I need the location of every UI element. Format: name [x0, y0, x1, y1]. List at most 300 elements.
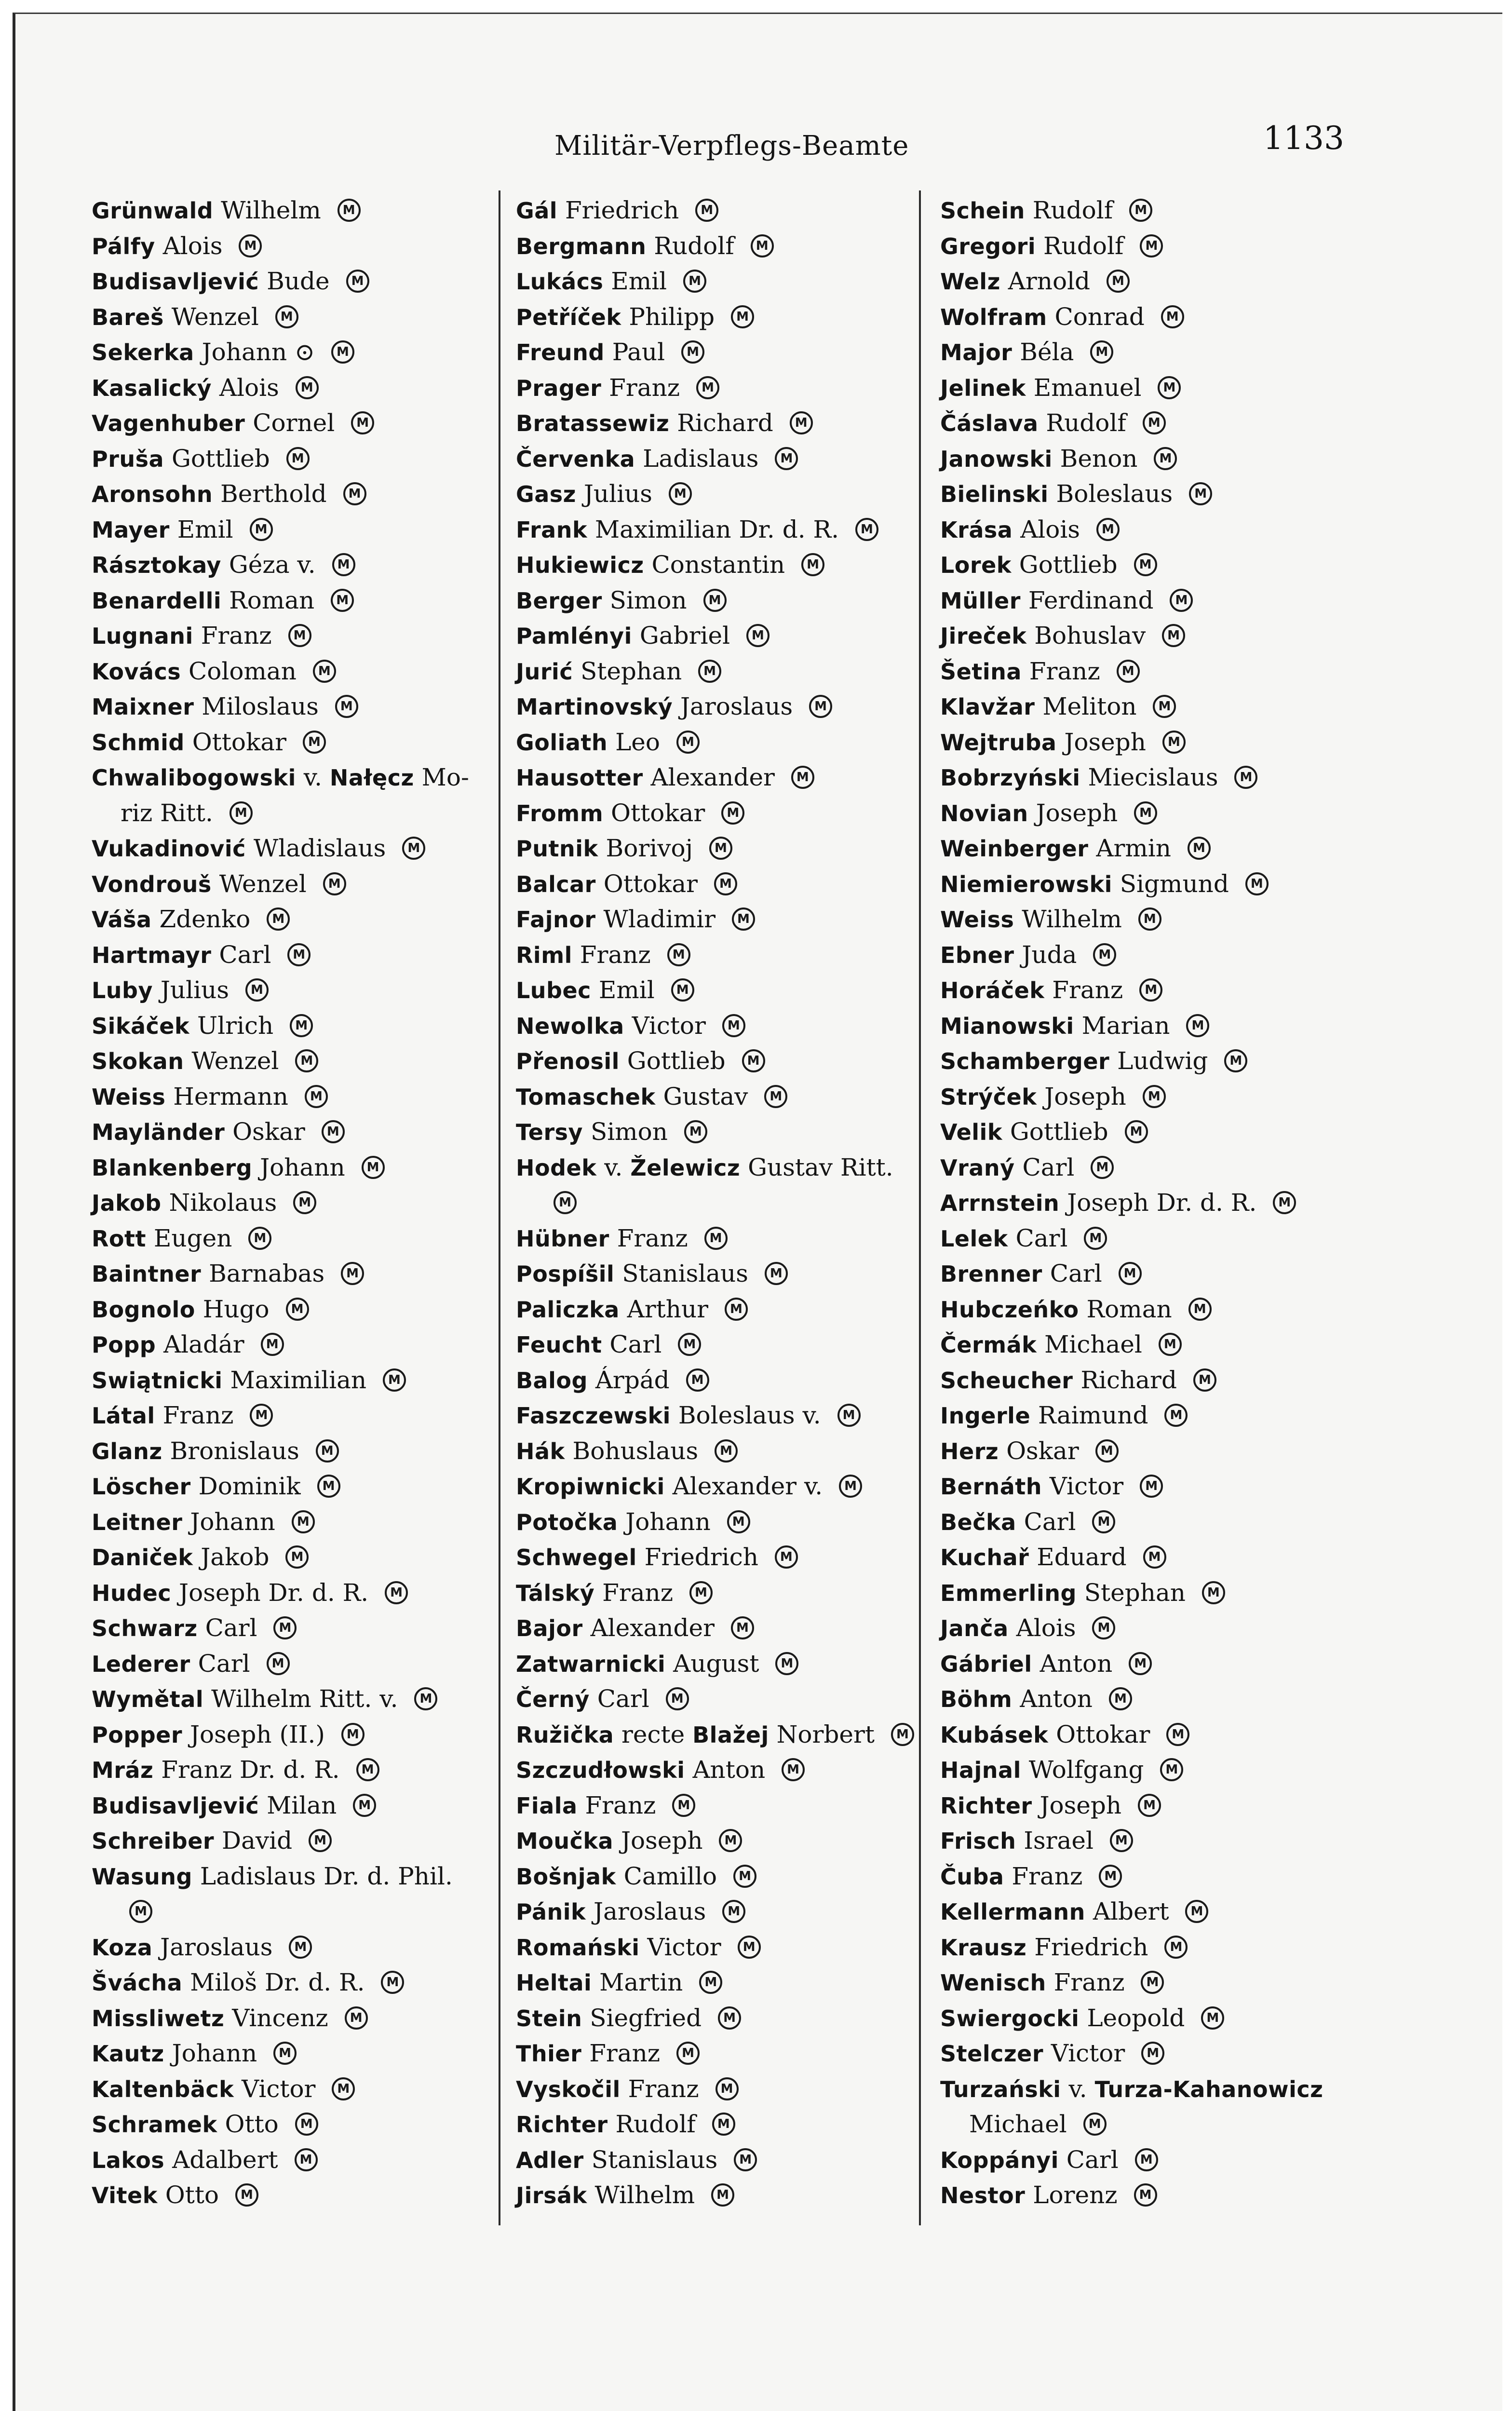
given-name: Dominik: [198, 1472, 301, 1500]
surname: Pamlényi: [516, 623, 632, 649]
m-badge-icon: M: [1125, 1120, 1148, 1143]
given-name: Bronislaus: [170, 1436, 299, 1465]
surname: Frank: [516, 516, 588, 543]
given-name: David: [222, 1827, 293, 1855]
name-entry: [516, 1752, 911, 1788]
m-badge-icon: M: [322, 1120, 345, 1143]
name-entry: [940, 689, 1403, 725]
name-entry: [516, 1540, 911, 1575]
given-name: Philipp: [629, 302, 715, 331]
name-entry: [940, 831, 1403, 867]
m-badge-icon: M: [292, 1510, 315, 1533]
given-name: Jaroslaus: [594, 1897, 706, 1925]
surname: Schreiber: [92, 1828, 215, 1854]
name-entry: [940, 547, 1403, 583]
surname: Pánik: [516, 1899, 586, 1925]
surname: Vukadinović: [92, 836, 246, 862]
surname: Rásztokay: [92, 552, 221, 578]
m-badge-icon: M: [1119, 1262, 1142, 1285]
surname: Fajnor: [516, 907, 596, 933]
surname: Feucht: [516, 1332, 602, 1358]
m-badge-icon: M: [722, 1900, 745, 1923]
given-name: Rudolf: [1032, 196, 1113, 224]
given-name: Wladimir: [603, 905, 716, 933]
name-entry: [516, 476, 911, 512]
name-entry: [516, 1079, 911, 1115]
given-name: Simon: [609, 586, 687, 614]
surname: Mráz: [92, 1757, 154, 1783]
given-name: Lorenz: [1033, 2181, 1118, 2209]
m-badge-icon: M: [1185, 1900, 1208, 1923]
name-entry: [516, 867, 911, 902]
m-badge-icon: M: [250, 1404, 273, 1427]
m-badge-icon: M: [714, 872, 737, 895]
m-badge-icon: M: [273, 1616, 297, 1639]
surname: Kropiwnicki: [516, 1474, 665, 1500]
name-entry: [92, 2178, 492, 2213]
name-entry: [516, 1788, 911, 1824]
surname: Gregori: [940, 233, 1036, 259]
surname: Niemierowski: [940, 871, 1112, 897]
name-entry: [940, 229, 1403, 264]
given-name: Gottlieb: [171, 444, 270, 473]
surname: Moučka: [516, 1828, 614, 1854]
surname: Blankenberg: [92, 1154, 253, 1181]
m-badge-icon: M: [746, 624, 770, 647]
name-entry: [940, 1043, 1403, 1079]
surname: Lugnani: [92, 623, 193, 649]
name-entry: [516, 2001, 911, 2036]
surname: Velik: [940, 1119, 1002, 1145]
name-entry: [92, 1043, 492, 1079]
m-badge-icon: M: [341, 1723, 364, 1746]
name-entry: [92, 1434, 492, 1469]
given-name: Leopold: [1087, 2004, 1185, 2032]
surname: Weiss: [92, 1084, 166, 1110]
m-badge-icon: M: [351, 411, 374, 434]
m-badge-icon: M: [715, 1439, 738, 1463]
name-entry: [516, 299, 911, 335]
surname: Hudec: [92, 1580, 172, 1606]
m-badge-icon: M: [1154, 447, 1177, 470]
given-name: Otto: [225, 2110, 279, 2138]
surname: Váša: [92, 907, 152, 933]
m-badge-icon: M: [751, 234, 774, 257]
m-badge-icon: M: [1141, 2042, 1164, 2065]
surname: Lorek: [940, 552, 1012, 578]
given-name: Carl: [1015, 1224, 1068, 1252]
m-badge-icon: M: [1140, 234, 1163, 257]
m-badge-icon: M: [295, 1049, 318, 1072]
surname: Wenisch: [940, 1970, 1046, 1996]
m-badge-icon: M: [1138, 908, 1161, 931]
surname: Daniček: [92, 1544, 193, 1571]
m-badge-icon: M: [1166, 1723, 1189, 1746]
given-name: Arthur: [627, 1295, 709, 1323]
given-name: Cornel: [253, 409, 335, 437]
name-entry: [92, 1540, 492, 1575]
name-entry: [516, 1008, 911, 1044]
surname: Schwarz: [92, 1615, 198, 1641]
given-name: Leo: [615, 728, 660, 756]
m-badge-icon: M: [1162, 624, 1185, 647]
surname: Emmerling: [940, 1580, 1077, 1606]
surname: Vyskočil: [516, 2076, 621, 2102]
name-entry: [92, 1150, 492, 1186]
m-badge-icon: M: [1134, 2183, 1157, 2207]
surname: Kaltenbäck: [92, 2076, 234, 2102]
given-name: Johann: [260, 1153, 345, 1181]
surname: Strýček: [940, 1084, 1037, 1110]
given-name: Gottlieb: [1019, 551, 1118, 579]
m-badge-icon: M: [245, 978, 269, 1002]
given-name: Miecislaus: [1088, 763, 1218, 791]
given-name: Wenzel: [191, 1047, 279, 1075]
m-badge-icon: M: [267, 1652, 290, 1675]
name-entry: [516, 1398, 911, 1434]
given-name: Meliton: [1042, 692, 1137, 720]
surname: Brenner: [940, 1261, 1042, 1287]
surname: Hukiewicz: [516, 552, 644, 578]
m-badge-icon: M: [1135, 2148, 1158, 2171]
name-entry: [92, 193, 492, 229]
name-entry: [940, 2107, 1403, 2142]
surname-part: Turza-Kahanowicz: [1094, 2076, 1323, 2102]
given-name-part: Norbert: [776, 1720, 875, 1748]
name-entry: [940, 2178, 1403, 2213]
name-entry: [940, 2001, 1403, 2036]
given-name: Michael: [1044, 1330, 1142, 1358]
given-name: Victor: [632, 1011, 706, 1040]
surname: Turzański: [940, 2076, 1061, 2102]
surname: Novian: [940, 800, 1028, 826]
surname: Rott: [92, 1225, 147, 1252]
m-badge-icon: M: [855, 518, 878, 541]
surname: Popper: [92, 1721, 183, 1748]
given-name: Zdenko: [159, 905, 251, 933]
given-name: Bohuslaus: [572, 1436, 699, 1465]
given-name: Boleslaus v.: [678, 1401, 821, 1429]
given-name: Roman: [1086, 1295, 1172, 1323]
m-badge-icon: M: [293, 1191, 316, 1214]
given-name-part: Gustav Ritt.: [748, 1153, 893, 1181]
surname: Přenosil: [516, 1048, 620, 1074]
given-name: Eduard: [1037, 1543, 1127, 1571]
surname: Horáček: [940, 977, 1045, 1003]
given-name: Jaroslaus: [160, 1933, 273, 1961]
given-name: Hermann: [173, 1082, 288, 1111]
given-name: Franz: [201, 622, 272, 650]
m-badge-icon: M: [1083, 2113, 1107, 2136]
given-name: Carl: [219, 940, 271, 969]
m-badge-icon: M: [738, 1936, 761, 1959]
name-entry: [92, 299, 492, 335]
m-badge-icon: M: [719, 1829, 742, 1852]
m-badge-icon: M: [1107, 270, 1130, 293]
name-entry: [516, 193, 911, 229]
name-entry: [516, 1646, 911, 1682]
m-badge-icon: M: [1224, 1049, 1247, 1072]
given-name: Paul: [612, 338, 665, 366]
m-badge-icon: M: [704, 1227, 728, 1250]
page-number: 1133: [1263, 120, 1344, 157]
m-badge-icon: M: [414, 1687, 437, 1710]
name-entry: [516, 1469, 911, 1504]
m-badge-icon: M: [1162, 731, 1186, 754]
given-name: Franz: [628, 2074, 699, 2103]
surname: Bernáth: [940, 1474, 1042, 1500]
surname: Sikáček: [92, 1013, 190, 1039]
surname: Goliath: [516, 729, 608, 756]
given-name: Coloman: [189, 657, 297, 685]
surname: Schamberger: [940, 1048, 1110, 1074]
name-entry: [516, 1823, 911, 1859]
given-name: Árpád: [595, 1366, 670, 1394]
surname: Potočka: [516, 1509, 618, 1535]
name-entry: [92, 1646, 492, 1682]
surname: Swiątnicki: [92, 1367, 223, 1394]
name-entry: [516, 725, 911, 760]
m-badge-icon: M: [1099, 1865, 1122, 1888]
surname: Richter: [516, 2112, 608, 2138]
name-entry: [92, 973, 492, 1008]
m-badge-icon: M: [338, 199, 361, 222]
m-badge-icon: M: [1141, 1971, 1164, 1994]
m-badge-icon: M: [1193, 1368, 1216, 1392]
name-entry: [92, 1611, 492, 1646]
surname: Hák: [516, 1438, 565, 1464]
name-entry: [940, 1540, 1403, 1575]
given-name: Johann: [172, 2039, 257, 2067]
m-badge-icon: M: [891, 1723, 914, 1746]
name-entry: [92, 1504, 492, 1540]
name-entry: [516, 973, 911, 1008]
given-name: Ottokar: [1056, 1720, 1150, 1748]
given-name: Franz: [1012, 1862, 1083, 1890]
name-entry: [940, 1008, 1403, 1044]
surname: Schein: [940, 198, 1025, 224]
surname: Frisch: [940, 1828, 1016, 1854]
given-name: Barnabas: [209, 1260, 325, 1287]
given-name: Richard: [677, 409, 773, 437]
surname: Gál: [516, 198, 558, 224]
surname: Červenka: [516, 446, 635, 472]
given-name: v.: [1068, 2074, 1087, 2103]
m-badge-icon: M: [731, 305, 754, 328]
name-entry: [940, 1681, 1403, 1717]
m-badge-icon: M: [1153, 695, 1176, 718]
running-head: Militär-Verpflegs-Beamte: [554, 130, 909, 162]
given-name: Richard: [1080, 1366, 1177, 1394]
given-name: Carl: [1022, 1153, 1075, 1181]
m-badge-icon: M: [669, 482, 692, 505]
surname: Chwalibogowski: [92, 765, 296, 791]
m-badge-icon: M: [711, 2183, 734, 2207]
m-badge-icon: M: [709, 837, 732, 860]
given-name: Hugo: [202, 1295, 270, 1323]
name-entry: [940, 618, 1403, 654]
column-rule-1: [499, 190, 500, 2225]
surname: Skokan: [92, 1048, 184, 1074]
m-badge-icon: M: [239, 234, 262, 257]
m-badge-icon: M: [402, 837, 425, 860]
given-name: Bude: [267, 267, 330, 295]
given-name: v.: [604, 1153, 623, 1181]
surname: Leitner: [92, 1509, 183, 1535]
surname: Schmid: [92, 729, 185, 756]
m-badge-icon: M: [1139, 978, 1162, 1002]
name-entry: [940, 370, 1403, 406]
name-entry: [940, 1646, 1403, 1682]
name-entry: [516, 902, 911, 937]
m-badge-icon: M: [666, 1687, 689, 1710]
given-name: Ferdinand: [1028, 586, 1154, 614]
name-entry: [92, 937, 492, 973]
name-entry: [516, 406, 911, 441]
given-name: Boleslaus: [1056, 480, 1173, 508]
given-name-part: Mo-: [421, 763, 469, 791]
surname: Hübner: [516, 1225, 609, 1252]
surname: Koppányi: [940, 2147, 1059, 2173]
name-entry: [516, 370, 911, 406]
given-name: v.: [303, 763, 322, 791]
m-badge-icon: M: [305, 1085, 328, 1108]
name-entry: [92, 370, 492, 406]
given-name: Adalbert: [172, 2145, 278, 2174]
given-name: Franz: [1029, 657, 1100, 685]
name-entry: [92, 1185, 492, 1221]
name-entry: [940, 335, 1403, 370]
name-entry: [940, 867, 1403, 902]
surname: Szczudłowski: [516, 1757, 685, 1783]
m-badge-icon: M: [332, 553, 355, 576]
surname: Látal: [92, 1403, 155, 1429]
name-entry: [516, 1256, 911, 1292]
given-name: Simon: [590, 1118, 668, 1146]
m-badge-icon: M: [1129, 1652, 1152, 1675]
surname: Wasung: [92, 1863, 192, 1890]
given-name: Joseph Dr. d. R.: [179, 1578, 369, 1607]
m-badge-icon: M: [1170, 589, 1193, 612]
name-entry: [516, 264, 911, 299]
surname: Vraný: [940, 1154, 1015, 1181]
name-entry: [940, 2142, 1403, 2178]
m-badge-icon: M: [1160, 1758, 1183, 1781]
given-name: Johann ⊙: [202, 338, 315, 366]
surname: Baintner: [92, 1261, 202, 1287]
given-name: Gabriel: [639, 622, 730, 650]
given-name: Miloslaus: [202, 692, 319, 720]
given-name: Carl: [597, 1685, 649, 1713]
m-badge-icon: M: [703, 589, 727, 612]
surname: Švácha: [92, 1970, 183, 1996]
surname: Pruša: [92, 446, 164, 472]
name-entry: [940, 1930, 1403, 1965]
m-badge-icon: M: [1202, 1581, 1225, 1604]
given-name: Alexander v.: [672, 1472, 823, 1500]
surname: Mayländer: [92, 1119, 225, 1145]
name-entry: [516, 1327, 911, 1363]
given-name: Emil: [598, 976, 655, 1004]
m-badge-icon: M: [725, 1298, 748, 1321]
surname: Schwegel: [516, 1544, 637, 1571]
surname: Maixner: [92, 694, 194, 720]
m-badge-icon: M: [261, 1333, 284, 1356]
surname: Jireček: [940, 623, 1027, 649]
name-entry: [92, 725, 492, 760]
given-name: Julius: [583, 480, 652, 508]
name-entry: [940, 1256, 1403, 1292]
name-entry: [92, 1469, 492, 1504]
name-entry: [940, 583, 1403, 619]
given-name: Maximilian: [230, 1366, 367, 1394]
surname: Mianowski: [940, 1013, 1074, 1039]
given-name: Armin: [1096, 834, 1171, 862]
name-entry: [92, 1256, 492, 1292]
name-entry: [940, 264, 1403, 299]
name-entry: [516, 1434, 911, 1469]
name-entry: [940, 1398, 1403, 1434]
name-entry: [516, 2036, 911, 2072]
surname: Bareš: [92, 304, 164, 330]
given-name: Sigmund: [1120, 869, 1229, 898]
name-entry: [516, 335, 911, 370]
name-entry: [940, 1221, 1403, 1257]
surname: Stein: [516, 2005, 582, 2032]
surname: Černý: [516, 1686, 590, 1712]
given-name: Wilhelm: [221, 196, 321, 224]
m-badge-icon: M: [1138, 1794, 1161, 1817]
name-entry: [940, 476, 1403, 512]
m-badge-icon: M: [331, 589, 354, 612]
name-entry: [516, 547, 911, 583]
surname: Grünwald: [92, 198, 214, 224]
name-entry: [516, 1717, 911, 1753]
m-badge-icon: M: [316, 1439, 339, 1463]
name-entry: [940, 1434, 1403, 1469]
given-name: Carl: [1024, 1507, 1076, 1536]
surname: Riml: [516, 942, 572, 968]
name-entry: [92, 1008, 492, 1044]
given-name: Nikolaus: [169, 1189, 277, 1217]
given-name: Carl: [198, 1649, 250, 1678]
name-entry: [92, 1859, 492, 1895]
name-entry: [940, 1185, 1403, 1221]
given-name: Siegfried: [590, 2004, 702, 2032]
m-badge-icon: M: [722, 1014, 745, 1037]
given-name: Rudolf: [1043, 231, 1124, 260]
surname: Bajor: [516, 1615, 583, 1641]
given-name: Rudolf: [1046, 409, 1126, 437]
surname: Löscher: [92, 1474, 191, 1500]
name-entry: [940, 725, 1403, 760]
given-name: Eugen: [153, 1224, 232, 1252]
given-name: Constantin: [651, 551, 785, 579]
m-badge-icon: M: [295, 2113, 318, 2136]
given-name: Victor: [647, 1933, 721, 1961]
m-badge-icon: M: [295, 2148, 318, 2171]
given-name: Rudolf: [615, 2110, 696, 2138]
m-badge-icon: M: [343, 482, 366, 505]
surname: Kubásek: [940, 1721, 1049, 1748]
surname: Müller: [940, 587, 1021, 614]
name-entry: [92, 1398, 492, 1434]
given-name: Joseph Dr. d. R.: [1067, 1189, 1257, 1217]
surname: Böhm: [940, 1686, 1012, 1712]
surname: Tersy: [516, 1119, 583, 1145]
given-name: Milan: [267, 1791, 337, 1819]
m-badge-icon: M: [671, 978, 694, 1002]
